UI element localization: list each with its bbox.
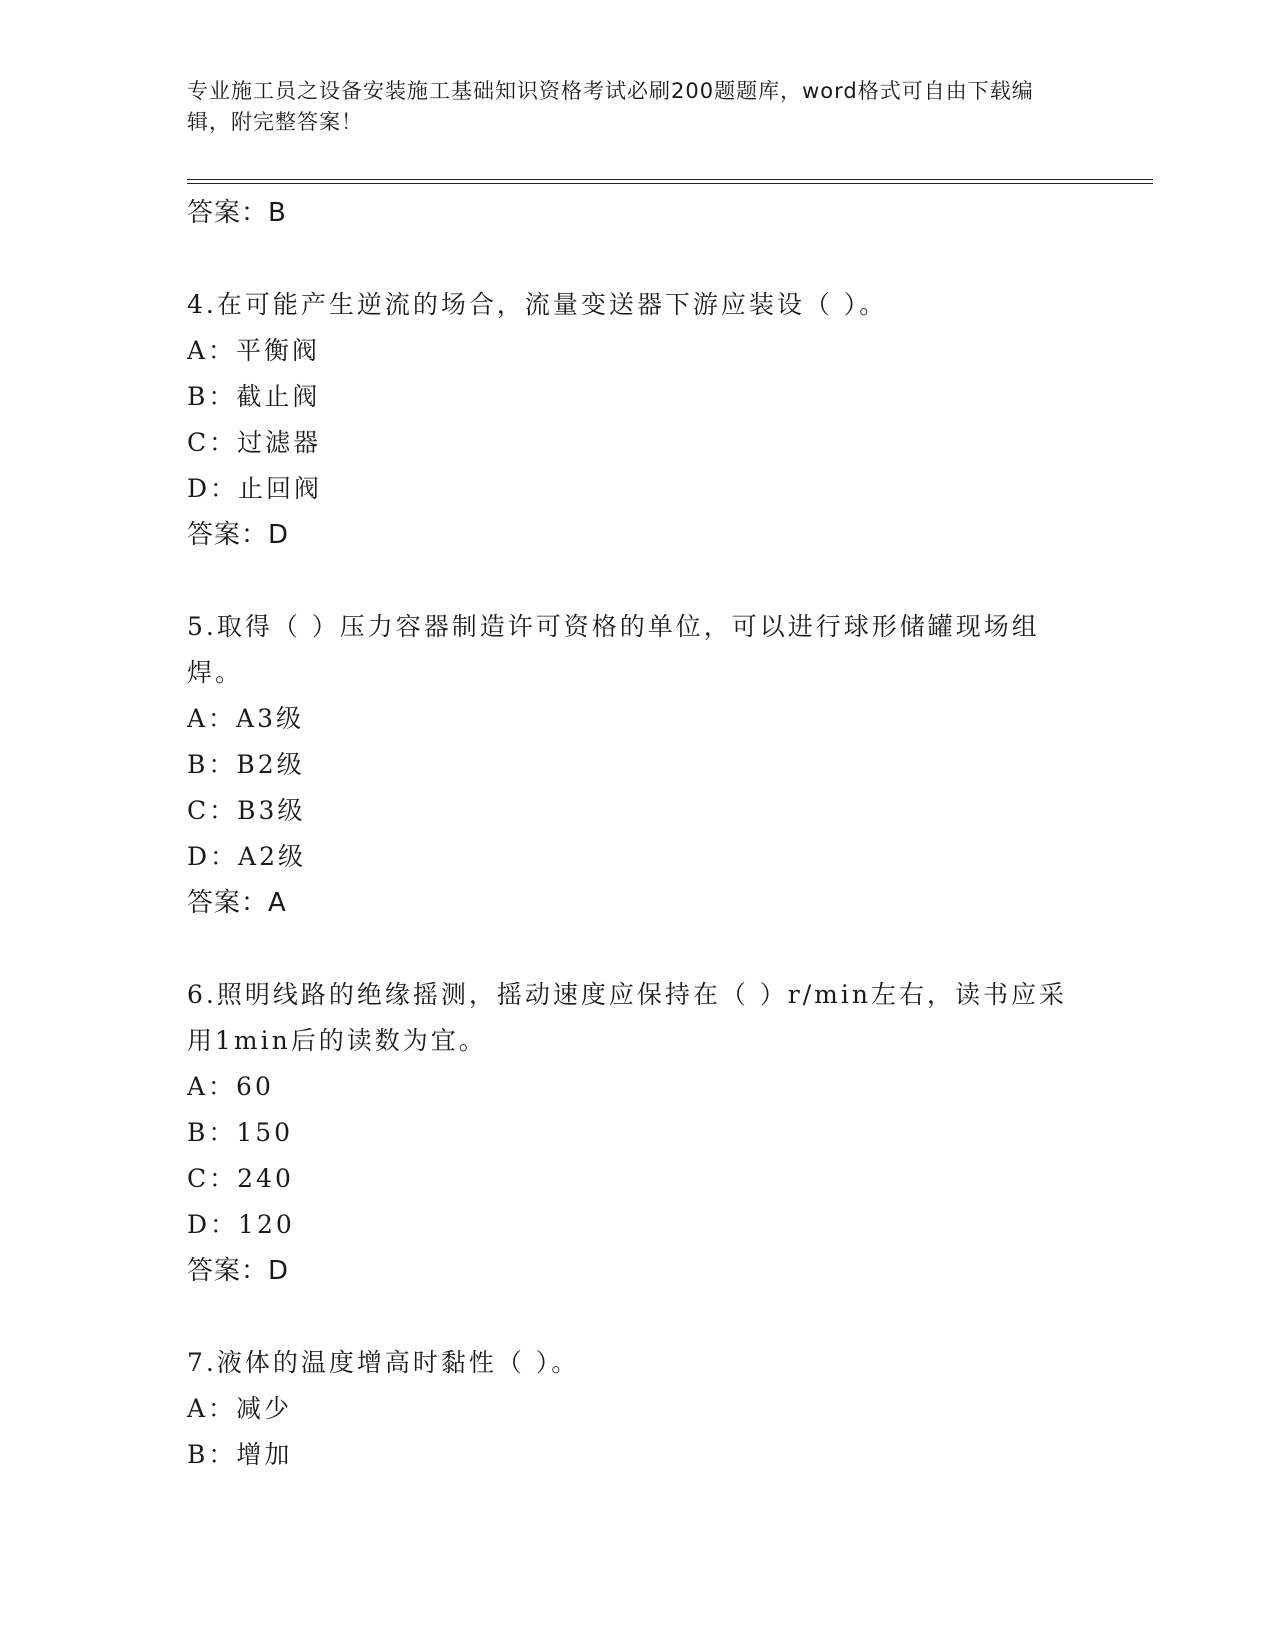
question-text: 7.液体的温度增高时黏性（ ）。 [187, 1348, 580, 1377]
option-a: A：减少 [187, 1394, 293, 1423]
answer-line: 答案：D [187, 520, 290, 550]
option-b: B：截止阀 [187, 382, 321, 411]
option-a: A：平衡阀 [187, 336, 321, 365]
question-text: 6.照明线路的绝缘摇测，摇动速度应保持在（ ）r/min左右，读书应采用1min后的读数为宜。 [187, 980, 1067, 1055]
answer-line: 答案：A [187, 888, 287, 918]
answer-line: 答案：B [187, 198, 287, 228]
question-7 [187, 1340, 1087, 1478]
option-c: C：B3级 [187, 796, 306, 825]
question-text: 4.在可能产生逆流的场合，流量变送器下游应装设（ ）。 [187, 290, 888, 319]
question-6 [187, 972, 1087, 1294]
option-a: A：A3级 [187, 704, 305, 733]
option-b: B：增加 [187, 1440, 293, 1469]
option-b: B：B2级 [187, 750, 305, 779]
header-rule-top [187, 179, 1153, 180]
document-header [187, 76, 1067, 138]
question-list [187, 190, 1087, 1478]
option-d: D：A2级 [187, 842, 307, 871]
answer-line: 答案：D [187, 1256, 290, 1286]
option-d: D：止回阀 [187, 474, 323, 503]
question-4 [187, 282, 1087, 558]
header-title: 专业施工员之设备安装施工基础知识资格考试必刷200题题库，word格式可自由下载编辑，附完整答案！ [187, 79, 1034, 134]
option-c: C：240 [187, 1164, 294, 1193]
question-text: 5.取得（ ）压力容器制造许可资格的单位，可以进行球形储罐现场组焊。 [187, 612, 1040, 687]
option-b: B：150 [187, 1118, 294, 1147]
option-c: C：过滤器 [187, 428, 322, 457]
header-rule-bottom [187, 183, 1153, 184]
option-a: A：60 [187, 1072, 274, 1101]
question-5 [187, 604, 1087, 926]
option-d: D：120 [187, 1210, 295, 1239]
